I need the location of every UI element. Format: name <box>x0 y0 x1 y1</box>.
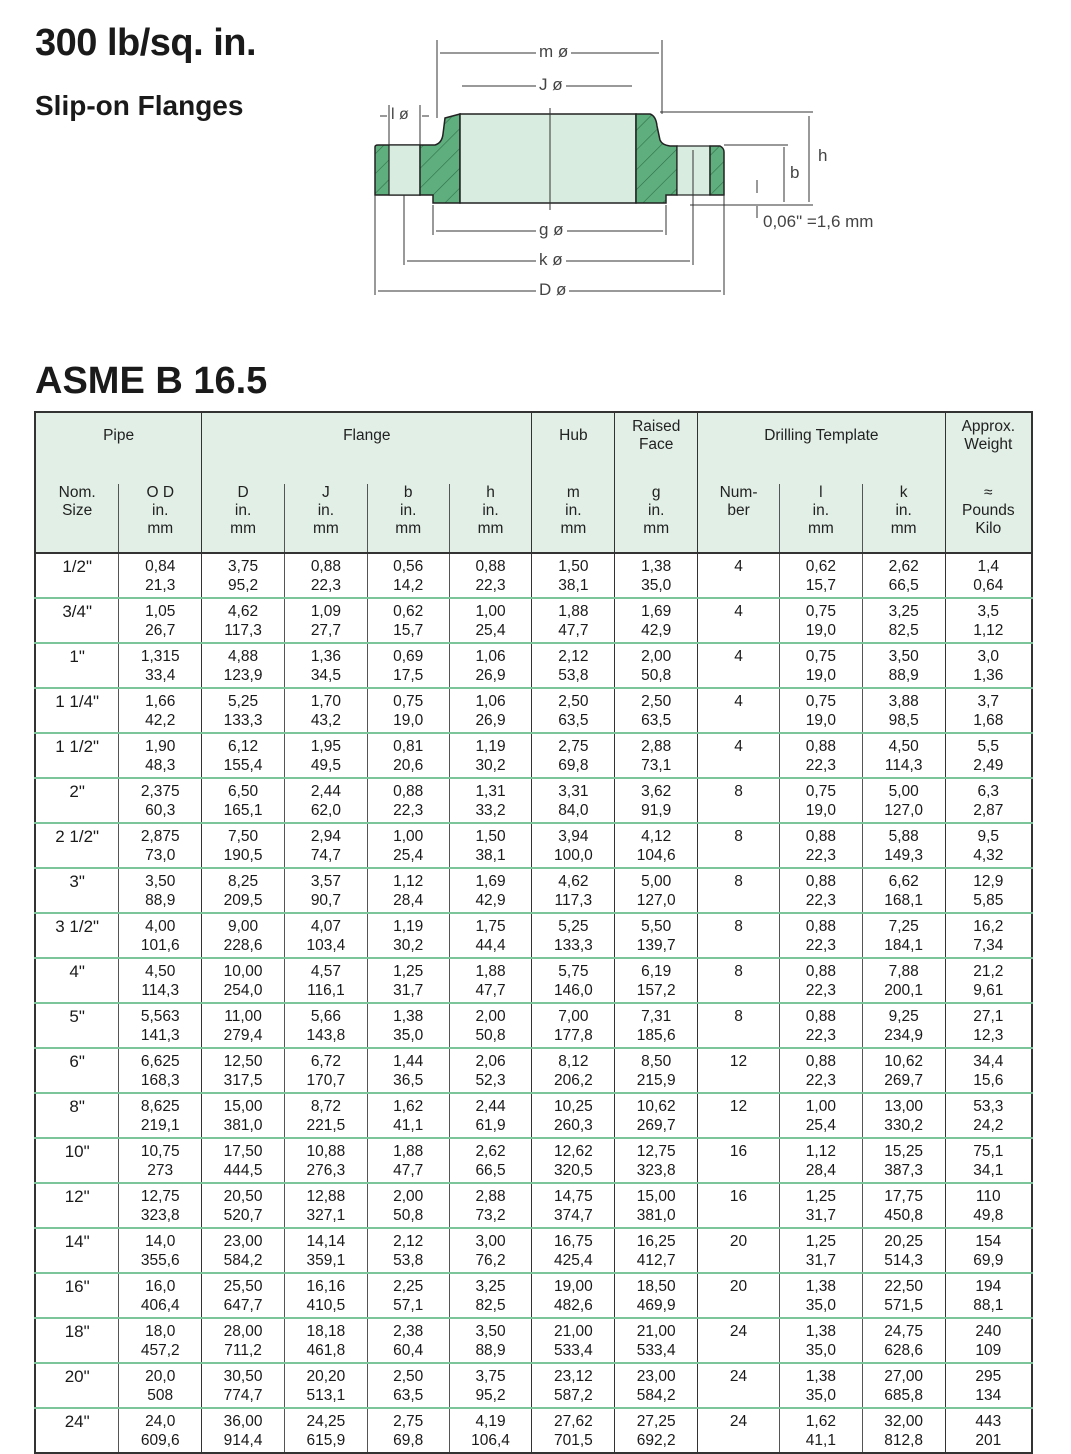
cell-k: 22,50 571,5 <box>862 1273 945 1318</box>
table-row <box>35 823 1032 868</box>
cell-b: 2,25 57,1 <box>367 1273 449 1318</box>
cell-n: 8 <box>698 868 780 913</box>
cell-g: 12,75 323,8 <box>615 1138 698 1183</box>
cell-D: 5,25 133,3 <box>202 688 285 733</box>
label-g: g ø <box>536 220 567 240</box>
cell-nom-size: 1 1/2" <box>35 733 119 778</box>
cell-w: 6,3 2,87 <box>945 778 1032 823</box>
cell-b: 0,62 15,7 <box>367 598 449 643</box>
cell-n: 12 <box>698 1048 780 1093</box>
table-row <box>35 1138 1032 1183</box>
label-m: m ø <box>536 42 571 62</box>
cell-m: 1,88 47,7 <box>532 598 615 643</box>
cell-l: 1,00 25,4 <box>779 1093 862 1138</box>
cell-h: 1,50 38,1 <box>449 823 532 868</box>
cell-nom-size: 1/2" <box>35 553 119 598</box>
cell-l: 0,75 19,0 <box>779 598 862 643</box>
cell-D: 4,62 117,3 <box>202 598 285 643</box>
cell-od: 24,0 609,6 <box>119 1408 202 1453</box>
cell-J: 3,57 90,7 <box>284 868 367 913</box>
cell-od: 1,66 42,2 <box>119 688 202 733</box>
cell-w: 21,2 9,61 <box>945 958 1032 1003</box>
cell-od: 5,563 141,3 <box>119 1003 202 1048</box>
cell-l: 0,75 19,0 <box>779 643 862 688</box>
table-row <box>35 1318 1032 1363</box>
cell-g: 4,12 104,6 <box>615 823 698 868</box>
cell-nom-size: 1 1/4" <box>35 688 119 733</box>
cell-k: 5,88 149,3 <box>862 823 945 868</box>
cell-od: 12,75 323,8 <box>119 1183 202 1228</box>
cell-D: 30,50 774,7 <box>202 1363 285 1408</box>
cell-nom-size: 12" <box>35 1183 119 1228</box>
cell-h: 0,88 22,3 <box>449 553 532 598</box>
col-flange-D: D in. mm <box>202 484 285 553</box>
cell-nom-size: 16" <box>35 1273 119 1318</box>
cell-w: 34,4 15,6 <box>945 1048 1032 1093</box>
cell-b: 1,62 41,1 <box>367 1093 449 1138</box>
standard-heading: ASME B 16.5 <box>35 360 268 402</box>
cell-w: 154 69,9 <box>945 1228 1032 1273</box>
cell-h: 2,88 73,2 <box>449 1183 532 1228</box>
cell-m: 4,62 117,3 <box>532 868 615 913</box>
col-nom-size: Nom. Size <box>35 484 119 553</box>
cell-nom-size: 6" <box>35 1048 119 1093</box>
cell-k: 4,50 114,3 <box>862 733 945 778</box>
table-row <box>35 688 1032 733</box>
cell-J: 1,36 34,5 <box>284 643 367 688</box>
table-row <box>35 1273 1032 1318</box>
cell-b: 0,81 20,6 <box>367 733 449 778</box>
cell-n: 4 <box>698 688 780 733</box>
cell-k: 20,25 514,3 <box>862 1228 945 1273</box>
cell-b: 1,44 36,5 <box>367 1048 449 1093</box>
cell-w: 27,1 12,3 <box>945 1003 1032 1048</box>
page-subtitle: Slip-on Flanges <box>35 90 244 121</box>
cell-J: 6,72 170,7 <box>284 1048 367 1093</box>
cell-h: 4,19 106,4 <box>449 1408 532 1453</box>
cell-n: 8 <box>698 1003 780 1048</box>
cell-k: 13,00 330,2 <box>862 1093 945 1138</box>
table-row <box>35 1003 1032 1048</box>
cell-g: 8,50 215,9 <box>615 1048 698 1093</box>
flange-dimensions-table <box>34 411 1033 1454</box>
table-row <box>35 598 1032 643</box>
table-row <box>35 553 1032 598</box>
col-hub-m: m in. mm <box>532 484 615 553</box>
cell-k: 3,25 82,5 <box>862 598 945 643</box>
col-flange-b: b in. mm <box>367 484 449 553</box>
cell-D: 15,00 381,0 <box>202 1093 285 1138</box>
cell-J: 16,16 410,5 <box>284 1273 367 1318</box>
cell-b: 0,69 17,5 <box>367 643 449 688</box>
cell-od: 14,0 355,6 <box>119 1228 202 1273</box>
table-row <box>35 958 1032 1003</box>
page-title: 300 lb/sq. in. <box>35 22 257 64</box>
cell-nom-size: 10" <box>35 1138 119 1183</box>
label-b: b <box>790 163 800 182</box>
cell-od: 8,625 219,1 <box>119 1093 202 1138</box>
cell-b: 0,56 14,2 <box>367 553 449 598</box>
cell-l: 0,62 15,7 <box>779 553 862 598</box>
cell-l: 1,38 35,0 <box>779 1318 862 1363</box>
cell-b: 2,50 63,5 <box>367 1363 449 1408</box>
label-k: k ø <box>536 250 566 270</box>
cell-nom-size: 3" <box>35 868 119 913</box>
cell-h: 3,00 76,2 <box>449 1228 532 1273</box>
diagram-labels <box>360 30 1050 310</box>
cell-k: 7,25 184,1 <box>862 913 945 958</box>
cell-h: 1,88 47,7 <box>449 958 532 1003</box>
cell-D: 20,50 520,7 <box>202 1183 285 1228</box>
cell-nom-size: 1" <box>35 643 119 688</box>
cell-h: 3,50 88,9 <box>449 1318 532 1363</box>
cell-nom-size: 2" <box>35 778 119 823</box>
table-row <box>35 1183 1032 1228</box>
cell-b: 0,75 19,0 <box>367 688 449 733</box>
cell-D: 4,88 123,9 <box>202 643 285 688</box>
cell-nom-size: 8" <box>35 1093 119 1138</box>
cell-g: 5,50 139,7 <box>615 913 698 958</box>
cell-w: 443 201 <box>945 1408 1032 1453</box>
table-row <box>35 643 1032 688</box>
cell-n: 12 <box>698 1093 780 1138</box>
cell-n: 8 <box>698 958 780 1003</box>
cell-D: 23,00 584,2 <box>202 1228 285 1273</box>
cell-nom-size: 20" <box>35 1363 119 1408</box>
cell-b: 1,25 31,7 <box>367 958 449 1003</box>
cell-l: 0,88 22,3 <box>779 913 862 958</box>
label-D: D ø <box>536 280 569 300</box>
cell-J: 12,88 327,1 <box>284 1183 367 1228</box>
cell-l: 1,25 31,7 <box>779 1228 862 1273</box>
cell-m: 2,50 63,5 <box>532 688 615 733</box>
cell-b: 0,88 22,3 <box>367 778 449 823</box>
cell-od: 1,90 48,3 <box>119 733 202 778</box>
cell-od: 6,625 168,3 <box>119 1048 202 1093</box>
cell-g: 3,62 91,9 <box>615 778 698 823</box>
cell-J: 2,94 74,7 <box>284 823 367 868</box>
table-row <box>35 868 1032 913</box>
group-raised-face: Raised Face <box>615 412 698 484</box>
cell-g: 18,50 469,9 <box>615 1273 698 1318</box>
cell-h: 1,69 42,9 <box>449 868 532 913</box>
cell-D: 6,50 165,1 <box>202 778 285 823</box>
cell-l: 0,88 22,3 <box>779 868 862 913</box>
cell-D: 28,00 711,2 <box>202 1318 285 1363</box>
cell-l: 1,25 31,7 <box>779 1183 862 1228</box>
cell-nom-size: 5" <box>35 1003 119 1048</box>
cell-m: 21,00 533,4 <box>532 1318 615 1363</box>
cell-w: 110 49,8 <box>945 1183 1032 1228</box>
cell-m: 12,62 320,5 <box>532 1138 615 1183</box>
cell-b: 1,19 30,2 <box>367 913 449 958</box>
cell-h: 1,06 26,9 <box>449 688 532 733</box>
table-row <box>35 778 1032 823</box>
cell-n: 20 <box>698 1228 780 1273</box>
cell-g: 27,25 692,2 <box>615 1408 698 1453</box>
cell-g: 6,19 157,2 <box>615 958 698 1003</box>
cell-l: 0,88 22,3 <box>779 958 862 1003</box>
cell-k: 3,50 88,9 <box>862 643 945 688</box>
cell-l: 1,38 35,0 <box>779 1363 862 1408</box>
cell-J: 1,09 27,7 <box>284 598 367 643</box>
cell-h: 2,62 66,5 <box>449 1138 532 1183</box>
cell-m: 7,00 177,8 <box>532 1003 615 1048</box>
cell-nom-size: 4" <box>35 958 119 1003</box>
cell-J: 18,18 461,8 <box>284 1318 367 1363</box>
cell-n: 4 <box>698 598 780 643</box>
group-approx-weight: Approx. Weight <box>945 412 1032 484</box>
cell-m: 10,25 260,3 <box>532 1093 615 1138</box>
cell-b: 2,75 69,8 <box>367 1408 449 1453</box>
table-row <box>35 1093 1032 1138</box>
cell-b: 1,88 47,7 <box>367 1138 449 1183</box>
cell-g: 5,00 127,0 <box>615 868 698 913</box>
table-row <box>35 1363 1032 1408</box>
label-raised-face: 0,06" =1,6 mm <box>763 212 874 231</box>
cell-n: 4 <box>698 733 780 778</box>
cell-od: 1,315 33,4 <box>119 643 202 688</box>
cell-l: 1,38 35,0 <box>779 1273 862 1318</box>
cell-w: 53,3 24,2 <box>945 1093 1032 1138</box>
cell-n: 24 <box>698 1318 780 1363</box>
cell-n: 8 <box>698 778 780 823</box>
cell-k: 24,75 628,6 <box>862 1318 945 1363</box>
cell-od: 10,75 273 <box>119 1138 202 1183</box>
cell-k: 3,88 98,5 <box>862 688 945 733</box>
cell-n: 24 <box>698 1363 780 1408</box>
cell-k: 5,00 127,0 <box>862 778 945 823</box>
cell-nom-size: 14" <box>35 1228 119 1273</box>
cell-D: 12,50 317,5 <box>202 1048 285 1093</box>
cell-h: 1,06 26,9 <box>449 643 532 688</box>
cell-g: 21,00 533,4 <box>615 1318 698 1363</box>
cell-D: 7,50 190,5 <box>202 823 285 868</box>
cell-m: 23,12 587,2 <box>532 1363 615 1408</box>
cell-l: 0,88 22,3 <box>779 1003 862 1048</box>
cell-od: 18,0 457,2 <box>119 1318 202 1363</box>
cell-od: 2,375 60,3 <box>119 778 202 823</box>
cell-l: 0,75 19,0 <box>779 688 862 733</box>
cell-g: 1,69 42,9 <box>615 598 698 643</box>
cell-l: 0,88 22,3 <box>779 823 862 868</box>
cell-nom-size: 18" <box>35 1318 119 1363</box>
cell-w: 9,5 4,32 <box>945 823 1032 868</box>
cell-J: 4,57 116,1 <box>284 958 367 1003</box>
cell-J: 20,20 513,1 <box>284 1363 367 1408</box>
cell-b: 1,00 25,4 <box>367 823 449 868</box>
cell-g: 2,00 50,8 <box>615 643 698 688</box>
cell-od: 20,0 508 <box>119 1363 202 1408</box>
table-row <box>35 1048 1032 1093</box>
cell-k: 10,62 269,7 <box>862 1048 945 1093</box>
cell-w: 5,5 2,49 <box>945 733 1032 778</box>
cell-h: 2,44 61,9 <box>449 1093 532 1138</box>
cell-n: 4 <box>698 643 780 688</box>
cell-w: 295 134 <box>945 1363 1032 1408</box>
cell-w: 240 109 <box>945 1318 1032 1363</box>
cell-J: 24,25 615,9 <box>284 1408 367 1453</box>
col-flange-J: J in. mm <box>284 484 367 553</box>
cell-n: 16 <box>698 1183 780 1228</box>
cell-m: 14,75 374,7 <box>532 1183 615 1228</box>
cell-m: 27,62 701,5 <box>532 1408 615 1453</box>
cell-k: 6,62 168,1 <box>862 868 945 913</box>
cell-g: 7,31 185,6 <box>615 1003 698 1048</box>
group-pipe: Pipe <box>35 412 202 484</box>
cell-m: 1,50 38,1 <box>532 553 615 598</box>
cell-D: 8,25 209,5 <box>202 868 285 913</box>
cell-k: 2,62 66,5 <box>862 553 945 598</box>
cell-w: 3,5 1,12 <box>945 598 1032 643</box>
cell-g: 15,00 381,0 <box>615 1183 698 1228</box>
cell-n: 4 <box>698 553 780 598</box>
cell-od: 1,05 26,7 <box>119 598 202 643</box>
cell-h: 1,00 25,4 <box>449 598 532 643</box>
cell-w: 12,9 5,85 <box>945 868 1032 913</box>
table-row <box>35 1228 1032 1273</box>
col-pipe-od: O D in. mm <box>119 484 202 553</box>
table-row <box>35 913 1032 958</box>
cell-od: 4,00 101,6 <box>119 913 202 958</box>
cell-nom-size: 24" <box>64 1412 90 1431</box>
cell-J: 1,95 49,5 <box>284 733 367 778</box>
table-row <box>35 1408 1032 1453</box>
cell-l: 0,88 22,3 <box>779 733 862 778</box>
cell-l: 1,62 41,1 <box>779 1408 862 1453</box>
cell-J: 2,44 62,0 <box>284 778 367 823</box>
cell-k: 7,88 200,1 <box>862 958 945 1003</box>
cell-w: 3,0 1,36 <box>945 643 1032 688</box>
cell-b: 2,00 50,8 <box>367 1183 449 1228</box>
cell-k: 9,25 234,9 <box>862 1003 945 1048</box>
cell-J: 4,07 103,4 <box>284 913 367 958</box>
cell-b: 2,12 53,8 <box>367 1228 449 1273</box>
cell-h: 3,75 95,2 <box>449 1363 532 1408</box>
cell-n: 24 <box>698 1408 780 1453</box>
cell-od: 2,875 73,0 <box>119 823 202 868</box>
cell-g: 2,50 63,5 <box>615 688 698 733</box>
group-hub: Hub <box>532 412 615 484</box>
cell-m: 2,12 53,8 <box>532 643 615 688</box>
cell-nom-size: 3/4" <box>35 598 119 643</box>
cell-w: 194 88,1 <box>945 1273 1032 1318</box>
cell-n: 8 <box>698 823 780 868</box>
col-drill-k: k in. mm <box>862 484 945 553</box>
cell-nom-size: 2 1/2" <box>35 823 119 868</box>
cell-g: 2,88 73,1 <box>615 733 698 778</box>
cell-l: 0,88 22,3 <box>779 1048 862 1093</box>
table-row <box>35 733 1032 778</box>
cell-k: 27,00 685,8 <box>862 1363 945 1408</box>
cell-k: 15,25 387,3 <box>862 1138 945 1183</box>
cell-od: 3,50 88,9 <box>119 868 202 913</box>
cell-w: 3,7 1,68 <box>945 688 1032 733</box>
col-drill-l: l in. mm <box>779 484 862 553</box>
label-l: l ø <box>391 106 409 123</box>
cell-D: 25,50 647,7 <box>202 1273 285 1318</box>
cell-D: 9,00 228,6 <box>202 913 285 958</box>
cell-b: 1,38 35,0 <box>367 1003 449 1048</box>
cell-k: 32,00 812,8 <box>862 1408 945 1453</box>
cell-D: 11,00 279,4 <box>202 1003 285 1048</box>
cell-J: 8,72 221,5 <box>284 1093 367 1138</box>
cell-n: 8 <box>698 913 780 958</box>
cell-n: 20 <box>698 1273 780 1318</box>
cell-k: 17,75 450,8 <box>862 1183 945 1228</box>
col-raised-g: g in. mm <box>615 484 698 553</box>
cell-J: 5,66 143,8 <box>284 1003 367 1048</box>
cell-od: 0,84 21,3 <box>119 553 202 598</box>
cell-g: 10,62 269,7 <box>615 1093 698 1138</box>
cell-h: 3,25 82,5 <box>449 1273 532 1318</box>
cell-n: 16 <box>698 1138 780 1183</box>
cell-w: 16,2 7,34 <box>945 913 1032 958</box>
cell-nom-size: 3 1/2" <box>35 913 119 958</box>
cell-h: 2,00 50,8 <box>449 1003 532 1048</box>
cell-m: 3,94 100,0 <box>532 823 615 868</box>
cell-D: 36,00 914,4 <box>202 1408 285 1453</box>
cell-m: 16,75 425,4 <box>532 1228 615 1273</box>
cell-l: 1,12 28,4 <box>779 1138 862 1183</box>
label-J: J ø <box>536 75 566 95</box>
cell-D: 6,12 155,4 <box>202 733 285 778</box>
cell-od: 16,0 406,4 <box>119 1273 202 1318</box>
cell-m: 2,75 69,8 <box>532 733 615 778</box>
cell-J: 10,88 276,3 <box>284 1138 367 1183</box>
cell-g: 23,00 584,2 <box>615 1363 698 1408</box>
cell-J: 0,88 22,3 <box>284 553 367 598</box>
cell-w: 1,4 0,64 <box>945 553 1032 598</box>
cell-h: 2,06 52,3 <box>449 1048 532 1093</box>
cell-J: 14,14 359,1 <box>284 1228 367 1273</box>
cell-h: 1,19 30,2 <box>449 733 532 778</box>
cell-h: 1,31 33,2 <box>449 778 532 823</box>
cell-D: 3,75 95,2 <box>202 553 285 598</box>
group-flange: Flange <box>202 412 532 484</box>
cell-D: 10,00 254,0 <box>202 958 285 1003</box>
cell-m: 3,31 84,0 <box>532 778 615 823</box>
cell-b: 1,12 28,4 <box>367 868 449 913</box>
cell-g: 1,38 35,0 <box>615 553 698 598</box>
cell-m: 19,00 482,6 <box>532 1273 615 1318</box>
cell-w: 75,1 34,1 <box>945 1138 1032 1183</box>
cell-od: 4,50 114,3 <box>119 958 202 1003</box>
cell-l: 0,75 19,0 <box>779 778 862 823</box>
cell-D: 17,50 444,5 <box>202 1138 285 1183</box>
group-drilling-template: Drilling Template <box>698 412 945 484</box>
cell-h: 1,75 44,4 <box>449 913 532 958</box>
cell-m: 5,25 133,3 <box>532 913 615 958</box>
cell-g: 16,25 412,7 <box>615 1228 698 1273</box>
cell-m: 8,12 206,2 <box>532 1048 615 1093</box>
cell-J: 1,70 43,2 <box>284 688 367 733</box>
cell-m: 5,75 146,0 <box>532 958 615 1003</box>
col-weight: ≈ Pounds Kilo <box>945 484 1032 553</box>
cell-b: 2,38 60,4 <box>367 1318 449 1363</box>
col-drill-number: Num- ber <box>698 484 780 553</box>
col-flange-h: h in. mm <box>449 484 532 553</box>
label-h: h <box>818 146 828 165</box>
